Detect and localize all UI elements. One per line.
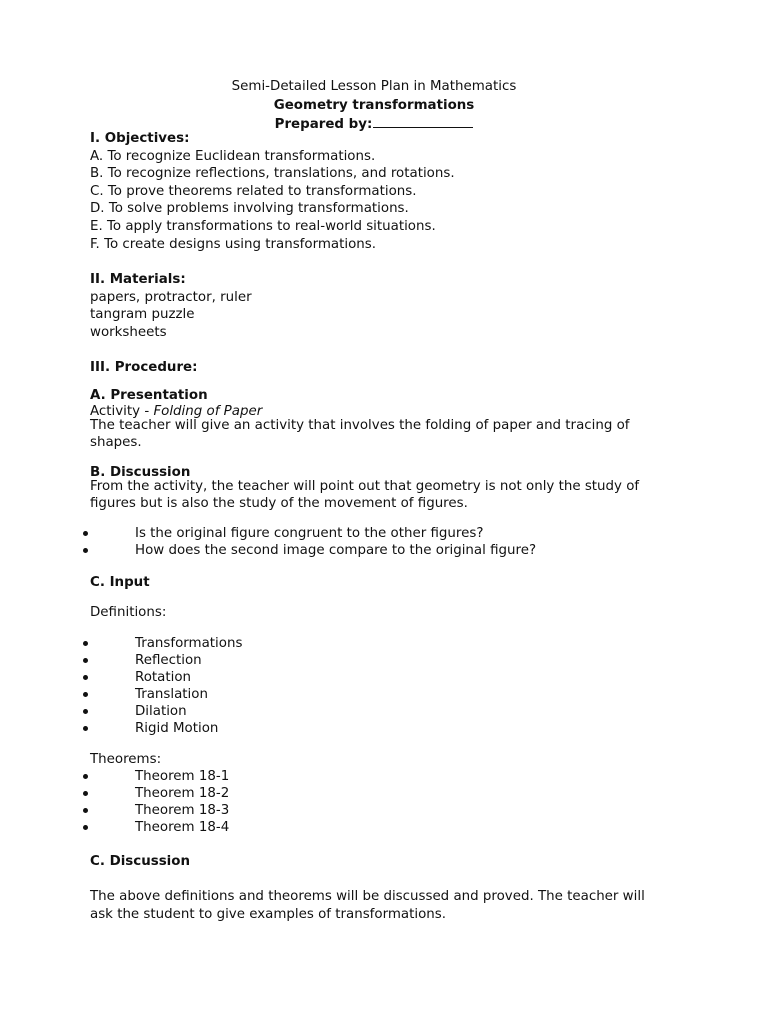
definition-text: Rotation — [135, 670, 192, 685]
prepared-by-label: Prepared by: — [274, 117, 373, 132]
bullet-icon — [83, 692, 88, 697]
objective-item: B. To recognize reflections, translations, and rotations. — [90, 166, 455, 181]
definition-text: Rigid Motion — [135, 721, 219, 736]
bullet-icon — [83, 675, 88, 680]
bullet-icon — [83, 548, 88, 553]
input-heading: C. Input — [90, 575, 150, 590]
discussion-c-text: The above definitions and theorems will be discussed and proved. The teacher will ask the student to give examples of transformations. — [90, 889, 645, 922]
objective-item: D. To solve problems involving transformations. — [90, 201, 409, 216]
bullet-icon — [83, 808, 88, 813]
bullet-icon — [83, 709, 88, 714]
discussion-b-heading: B. Discussion — [90, 465, 191, 480]
activity-prefix: Activity - — [90, 404, 154, 419]
material-item: papers, protractor, ruler — [90, 290, 252, 305]
question-text: Is the original figure congruent to the other figures? — [135, 526, 484, 541]
document-header — [0, 77, 758, 134]
theorem-text: Theorem 18-1 — [135, 769, 230, 784]
presentation-heading: A. Presentation — [90, 388, 208, 403]
objective-item: A. To recognize Euclidean transformations. — [90, 149, 376, 164]
presentation-text: The teacher will give an activity that involves the folding of paper and tracing of shapes. — [90, 418, 630, 450]
definition-text: Transformations — [135, 636, 243, 651]
document-subtitle: Geometry transformations — [273, 98, 475, 113]
material-item: tangram puzzle — [90, 307, 195, 322]
theorem-text: Theorem 18-2 — [135, 786, 230, 801]
definition-text: Reflection — [135, 653, 202, 668]
theorem-text: Theorem 18-3 — [135, 803, 230, 818]
question-text: How does the second image compare to the original figure? — [135, 543, 537, 558]
bullet-icon — [83, 774, 88, 779]
activity-name: Folding of Paper — [153, 404, 263, 419]
theorem-text: Theorem 18-4 — [135, 820, 230, 835]
discussion-b-text: From the activity, the teacher will point out that geometry is not only the study of figures but is also the study of the movement of figures. — [90, 479, 640, 511]
procedure-heading: III. Procedure: — [90, 360, 198, 375]
bullet-icon — [83, 531, 88, 536]
bullet-icon — [83, 726, 88, 731]
definition-text: Dilation — [135, 704, 187, 719]
objectives-heading: I. Objectives: — [90, 131, 190, 146]
objective-item: E. To apply transformations to real-world situations. — [90, 219, 436, 234]
materials-heading: II. Materials: — [90, 272, 186, 287]
bullet-icon — [83, 791, 88, 796]
bullet-icon — [83, 825, 88, 830]
bullet-icon — [83, 658, 88, 663]
theorems-label: Theorems: — [90, 752, 162, 767]
objective-item: F. To create designs using transformations. — [90, 237, 376, 252]
discussion-c-heading: C. Discussion — [90, 854, 190, 869]
definitions-label: Definitions: — [90, 605, 167, 620]
prepared-by-blank — [373, 115, 473, 128]
document-title: Semi-Detailed Lesson Plan in Mathematics — [231, 79, 517, 94]
definition-text: Translation — [135, 687, 208, 702]
bullet-icon — [83, 641, 88, 646]
material-item: worksheets — [90, 325, 167, 340]
objective-item: C. To prove theorems related to transformations. — [90, 184, 417, 199]
